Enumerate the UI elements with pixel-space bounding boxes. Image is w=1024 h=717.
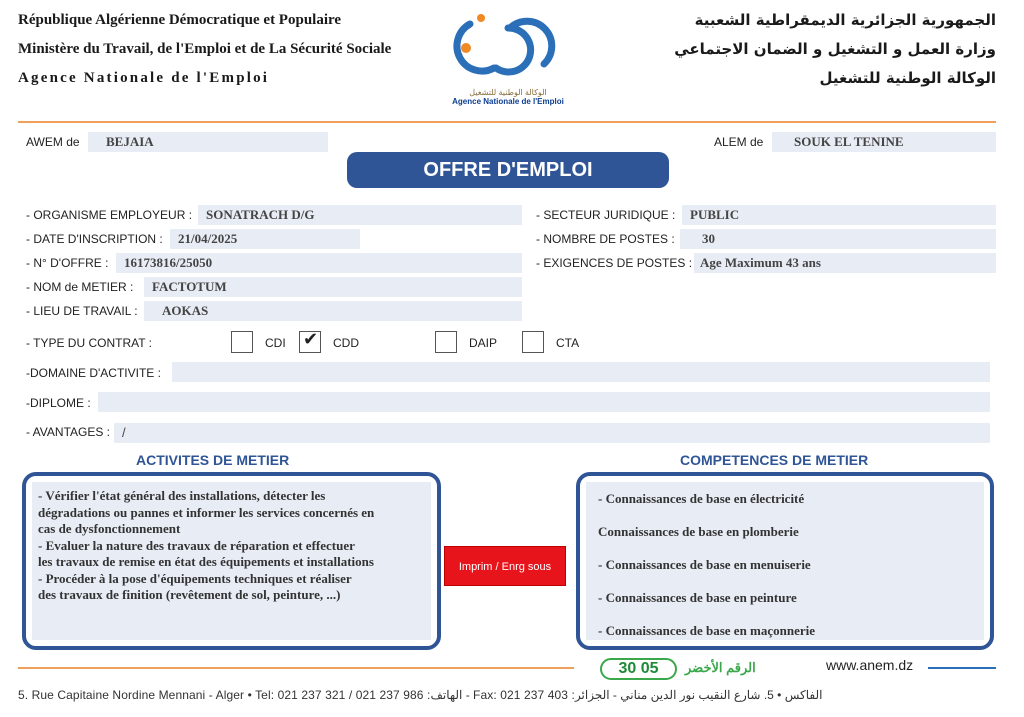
footer-address: 5. Rue Capitaine Nordine Mennani - Alger • Tel: 021 237 321 / 021 237 986 :الهاتف - Fax: 021 237 403 :الفاكس • 5. شارع النقيب نور الدين مناني - الجزائر — [18, 688, 823, 702]
contrat-label: - TYPE DU CONTRAT : — [26, 336, 153, 350]
cdd-checkbox[interactable] — [299, 331, 321, 353]
anem-logo-icon — [448, 6, 568, 86]
offre-field[interactable]: 16173816/25050 — [116, 253, 522, 273]
cta-checkbox[interactable] — [522, 331, 544, 353]
activites-line: les travaux de remise en état des équipements et installations — [38, 554, 374, 569]
activites-line: des travaux de finition (revêtement de sol, peinture, ...) — [38, 587, 341, 602]
header-arabic — [674, 6, 996, 93]
header-french — [18, 6, 391, 93]
metier-label: - NOM de METIER : — [26, 280, 134, 294]
header-divider — [18, 121, 996, 123]
activites-line: cas de dysfonctionnement — [38, 521, 181, 536]
alem-field[interactable]: SOUK EL TENINE — [772, 132, 996, 152]
website-link[interactable]: www.anem.dz — [826, 657, 914, 673]
awem-label: AWEM de — [26, 135, 80, 149]
activites-textarea[interactable] — [32, 482, 431, 640]
organisme-field[interactable]: SONATRACH D/G — [198, 205, 522, 225]
competence-item: - Connaissances de base en électricité — [598, 491, 805, 506]
secteur-field[interactable]: PUBLIC — [682, 205, 996, 225]
avantages-label: - AVANTAGES : — [26, 425, 111, 439]
daip-checkbox[interactable] — [435, 331, 457, 353]
republic-title-ar: الجمهورية الجزائرية الديمقراطية الشعبية — [694, 11, 996, 29]
ministry-title: Ministère du Travail, de l'Emploi et de La Sécurité Sociale — [18, 41, 392, 57]
agency-title-ar: الوكالة الوطنية للتشغيل — [819, 69, 996, 87]
daip-label: DAIP — [469, 336, 498, 350]
date-field[interactable]: 21/04/2025 — [170, 229, 360, 249]
competence-item: - Connaissances de base en peinture — [598, 590, 797, 605]
activites-line: - Procéder à la pose d'équipements techniques et réaliser — [38, 570, 352, 586]
awem-field[interactable]: BEJAIA — [88, 132, 328, 152]
competence-item: - Connaissances de base en maçonnerie — [598, 623, 816, 638]
logo-arabic-text: الوكالة الوطنية للتشغيل — [469, 88, 547, 97]
diplome-field[interactable] — [98, 392, 990, 412]
footer-divider-right — [928, 667, 996, 669]
cta-label: CTA — [556, 336, 580, 350]
green-number: 30 05 — [600, 658, 677, 680]
activites-line: dégradations ou pannes et informer les services concernés en — [38, 504, 375, 520]
page-title: OFFRE D'EMPLOI — [347, 152, 669, 188]
date-label: - DATE D'INSCRIPTION : — [26, 232, 163, 246]
postes-field[interactable]: 30 — [680, 229, 996, 249]
cdi-checkbox[interactable] — [231, 331, 253, 353]
secteur-label: - SECTEUR JURIDIQUE : — [536, 208, 676, 222]
avantages-field[interactable]: / — [114, 423, 990, 443]
domaine-field[interactable] — [172, 362, 990, 382]
organisme-label: - ORGANISME EMPLOYEUR : — [26, 208, 193, 222]
diplome-label: -DIPLOME : — [26, 396, 91, 410]
exigences-field[interactable]: Age Maximum 43 ans — [694, 253, 996, 273]
metier-field[interactable]: FACTOTUM — [144, 277, 522, 297]
logo-french-text: Agence Nationale de l'Emploi — [452, 97, 564, 106]
cdd-label: CDD — [333, 336, 359, 350]
print-save-button[interactable]: Imprim / Enrg sous — [444, 546, 566, 586]
agency-title: Agence Nationale de l'Emploi — [18, 70, 270, 86]
activites-line: - Vérifier l'état général des installations, détecter les — [38, 488, 326, 503]
competences-title: COMPETENCES DE METIER — [680, 452, 869, 468]
republic-title: République Algérienne Démocratique et Populaire — [18, 12, 342, 28]
postes-label: - NOMBRE DE POSTES : — [536, 232, 675, 246]
ministry-title-ar: وزارة العمل و التشغيل و الضمان الاجتماعي — [674, 40, 996, 58]
offre-label: - N° D'OFFRE : — [26, 256, 109, 270]
competences-textarea[interactable] — [586, 482, 984, 640]
anem-logo — [438, 6, 578, 116]
competence-item: Connaissances de base en plomberie — [598, 524, 799, 539]
activites-line: - Evaluer la nature des travaux de réparation et effectuer — [38, 537, 355, 553]
competence-item: - Connaissances de base en menuiserie — [598, 557, 811, 572]
activites-title: ACTIVITES DE METIER — [136, 452, 290, 468]
activites-panel — [22, 472, 441, 650]
alem-label: ALEM de — [714, 135, 764, 149]
lieu-label: - LIEU DE TRAVAIL : — [26, 304, 138, 318]
lieu-field[interactable]: AOKAS — [144, 301, 522, 321]
exigences-label: - EXIGENCES DE POSTES : — [536, 256, 693, 270]
competences-panel — [576, 472, 994, 650]
domaine-label: -DOMAINE D'ACTIVITE : — [26, 366, 161, 380]
footer-divider-left — [18, 667, 574, 669]
cdi-label: CDI — [265, 336, 286, 350]
green-number-label: الرقم الأخضر — [685, 660, 756, 675]
check-icon: ✔ — [303, 329, 319, 349]
